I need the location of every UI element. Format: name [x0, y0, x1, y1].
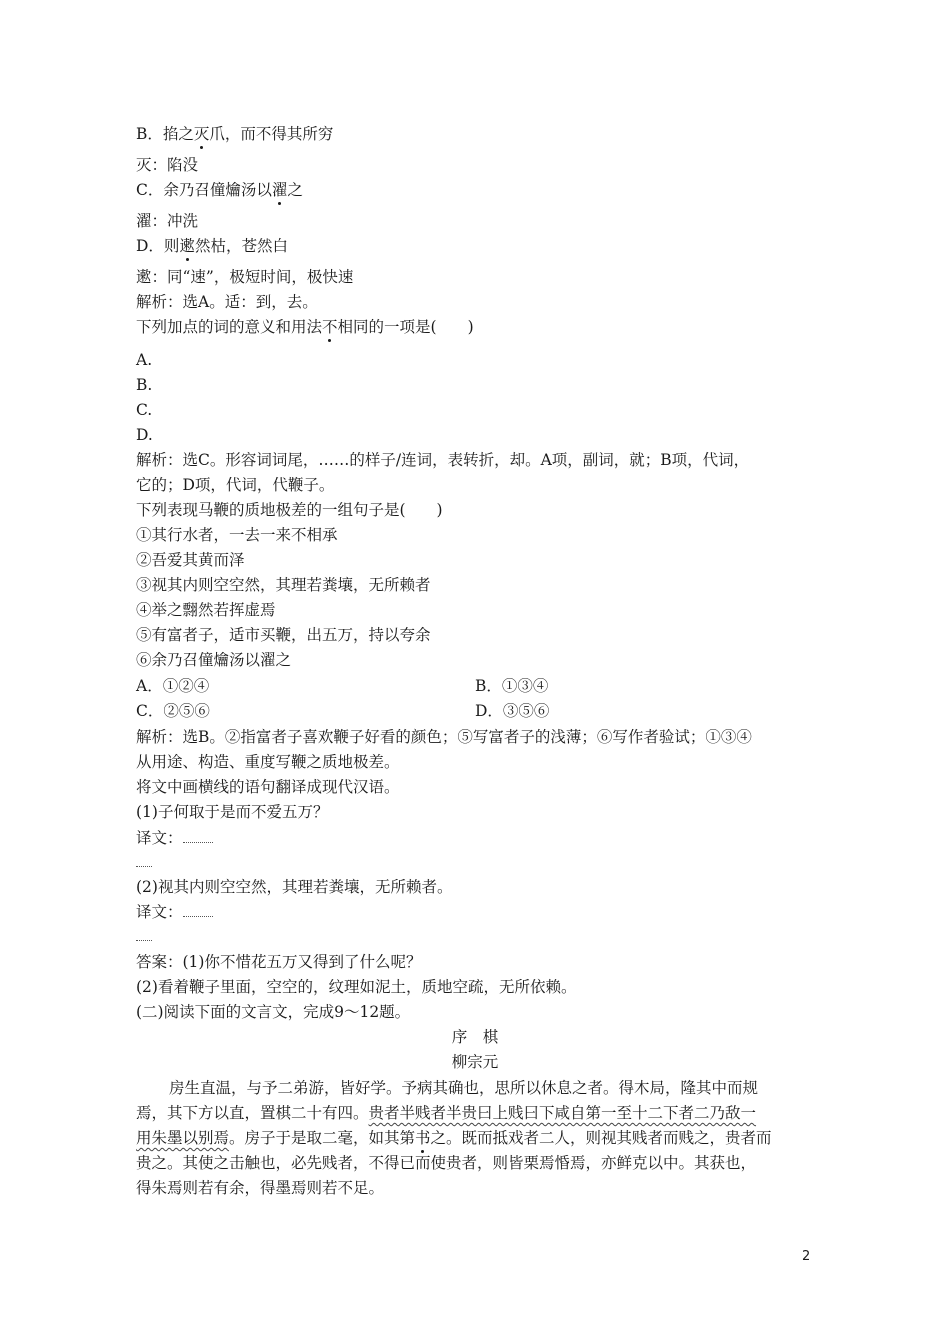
emphasis-char: 书: [415, 1129, 431, 1147]
section-heading: (二)阅读下面的文言文，完成9～12题。: [136, 1003, 411, 1021]
q3-choice-c: C．②⑤⑥: [136, 702, 210, 720]
emphasis-char: 遬: [179, 237, 195, 255]
q3-choice-d: D．③⑤⑥: [475, 702, 550, 720]
answer-blank: [136, 940, 152, 941]
translation-label: 译文：: [136, 829, 183, 847]
option-text: 然枯，苍然白: [194, 237, 288, 255]
q4-sentence-1: (1)子何取于是而不爱五万？: [136, 803, 329, 821]
q3-choice-a: A．①②④: [136, 677, 210, 695]
answer-2: (2)看着鞭子里面，空空的，纹理如泥土，质地空疏，无所依赖。: [136, 978, 577, 996]
answer-blank: [136, 866, 152, 867]
q2-option-b: B.: [136, 376, 153, 394]
q3-choice-b: B．①③④: [475, 677, 549, 695]
q3-item-1: ①其行水者，一去一来不相承: [136, 526, 338, 544]
analysis-2-line1: 解析：选C。形容词词尾，……的样子/连词，表转折，却。A项，副词，就；B项，代词，: [136, 451, 750, 469]
q2-option-c: C.: [136, 401, 153, 419]
essay-line-1: 房生直温，与予二弟游，皆好学。予病其确也，思所以休息之者。得木局，隆其中而规: [169, 1079, 759, 1097]
q2-option-a: A.: [136, 351, 153, 369]
underlined-sentence: 用朱墨以别焉: [136, 1129, 230, 1147]
option-text: 爪，而不得其所穷: [209, 125, 334, 143]
q3-item-2: ②吾爱其黄而泽: [136, 551, 245, 569]
q3-item-4: ④举之翲然若挥虚焉: [136, 601, 276, 619]
q2-option-d: D.: [136, 426, 153, 444]
gloss-d: 遬：同“速”，极短时间，极快速: [136, 268, 354, 286]
emphasis-char: 濯: [271, 181, 288, 199]
essay-text: 之。既而抵戏者二人，则视其贱者而贱之，贵者而: [430, 1129, 772, 1147]
translation-line-2: [136, 902, 213, 922]
q3-item-3: ③视其内则空空然，其理若粪壤，无所赖者: [136, 576, 431, 594]
analysis-2-line2: 它的；D项，代词，代鞭子。: [136, 476, 335, 494]
translation-label: 译文：: [136, 903, 183, 921]
analysis-3-line2: 从用途、构造、重度写鞭之质地极差。: [136, 753, 400, 771]
underlined-sentence: 贵者半贱者半贵曰上贱曰下咸自第一至十二下者二乃敌一: [368, 1104, 757, 1122]
answer-blank: [183, 902, 213, 917]
option-text: D．则: [136, 237, 180, 255]
question-option-d: [136, 236, 288, 256]
essay-text: 。房子于是取二毫，如其第: [229, 1129, 416, 1147]
question-option-b: [136, 124, 333, 144]
essay-title: 序 棋: [451, 1028, 499, 1046]
question-text: 相同的一项是( ): [337, 318, 474, 336]
page-number: 2: [802, 1249, 811, 1264]
q3-item-6: ⑥余乃召僮爚汤以濯之: [136, 651, 292, 669]
answer-blank: [183, 828, 213, 843]
essay-line-5: 得朱焉则若有余，得墨焉则若不足。: [136, 1179, 385, 1197]
option-text: B．掐之: [136, 125, 194, 143]
translation-line-1: [136, 828, 213, 848]
option-text: C．余乃召僮爚汤以: [136, 181, 272, 199]
question-2: [136, 317, 474, 337]
analysis-3-line1: 解析：选B。②指富者子喜欢鞭子好看的颜色；⑤写富者子的浅薄；⑥写作者验试；①③④: [136, 728, 752, 746]
essay-line-3: [136, 1128, 772, 1148]
question-text: 下列加点的词的意义和用法: [136, 318, 323, 336]
gloss-b: 灭：陷没: [136, 156, 199, 174]
q3-item-5: ⑤有富者子，适市买鞭，出五万，持以夸余: [136, 626, 431, 644]
question-4: 将文中画横线的语句翻译成现代汉语。: [136, 778, 400, 796]
essay-line-4: 贵之。其使之击触也，必先贱者，不得已而使贵者，则皆栗焉惛焉，亦鲜克以中。其获也，: [136, 1154, 757, 1172]
gloss-c: 濯：冲洗: [136, 212, 199, 230]
essay-text: 焉，其下方以直，置棋二十有四。: [136, 1104, 369, 1122]
analysis-1: 解析：选A。适：到，去。: [136, 293, 318, 311]
answer-1: 答案：(1)你不惜花五万又得到了什么呢？: [136, 953, 422, 971]
q4-sentence-2: (2)视其内则空空然，其理若粪壤，无所赖者。: [136, 878, 453, 896]
emphasis-char: 灭: [193, 125, 210, 143]
emphasis-char: 不: [322, 318, 338, 336]
essay-author: 柳宗元: [451, 1053, 499, 1071]
essay-line-2: [136, 1103, 756, 1123]
option-text: 之: [287, 181, 303, 199]
question-3: 下列表现马鞭的质地极差的一组句子是( ): [136, 501, 443, 519]
question-option-c: [136, 180, 303, 200]
